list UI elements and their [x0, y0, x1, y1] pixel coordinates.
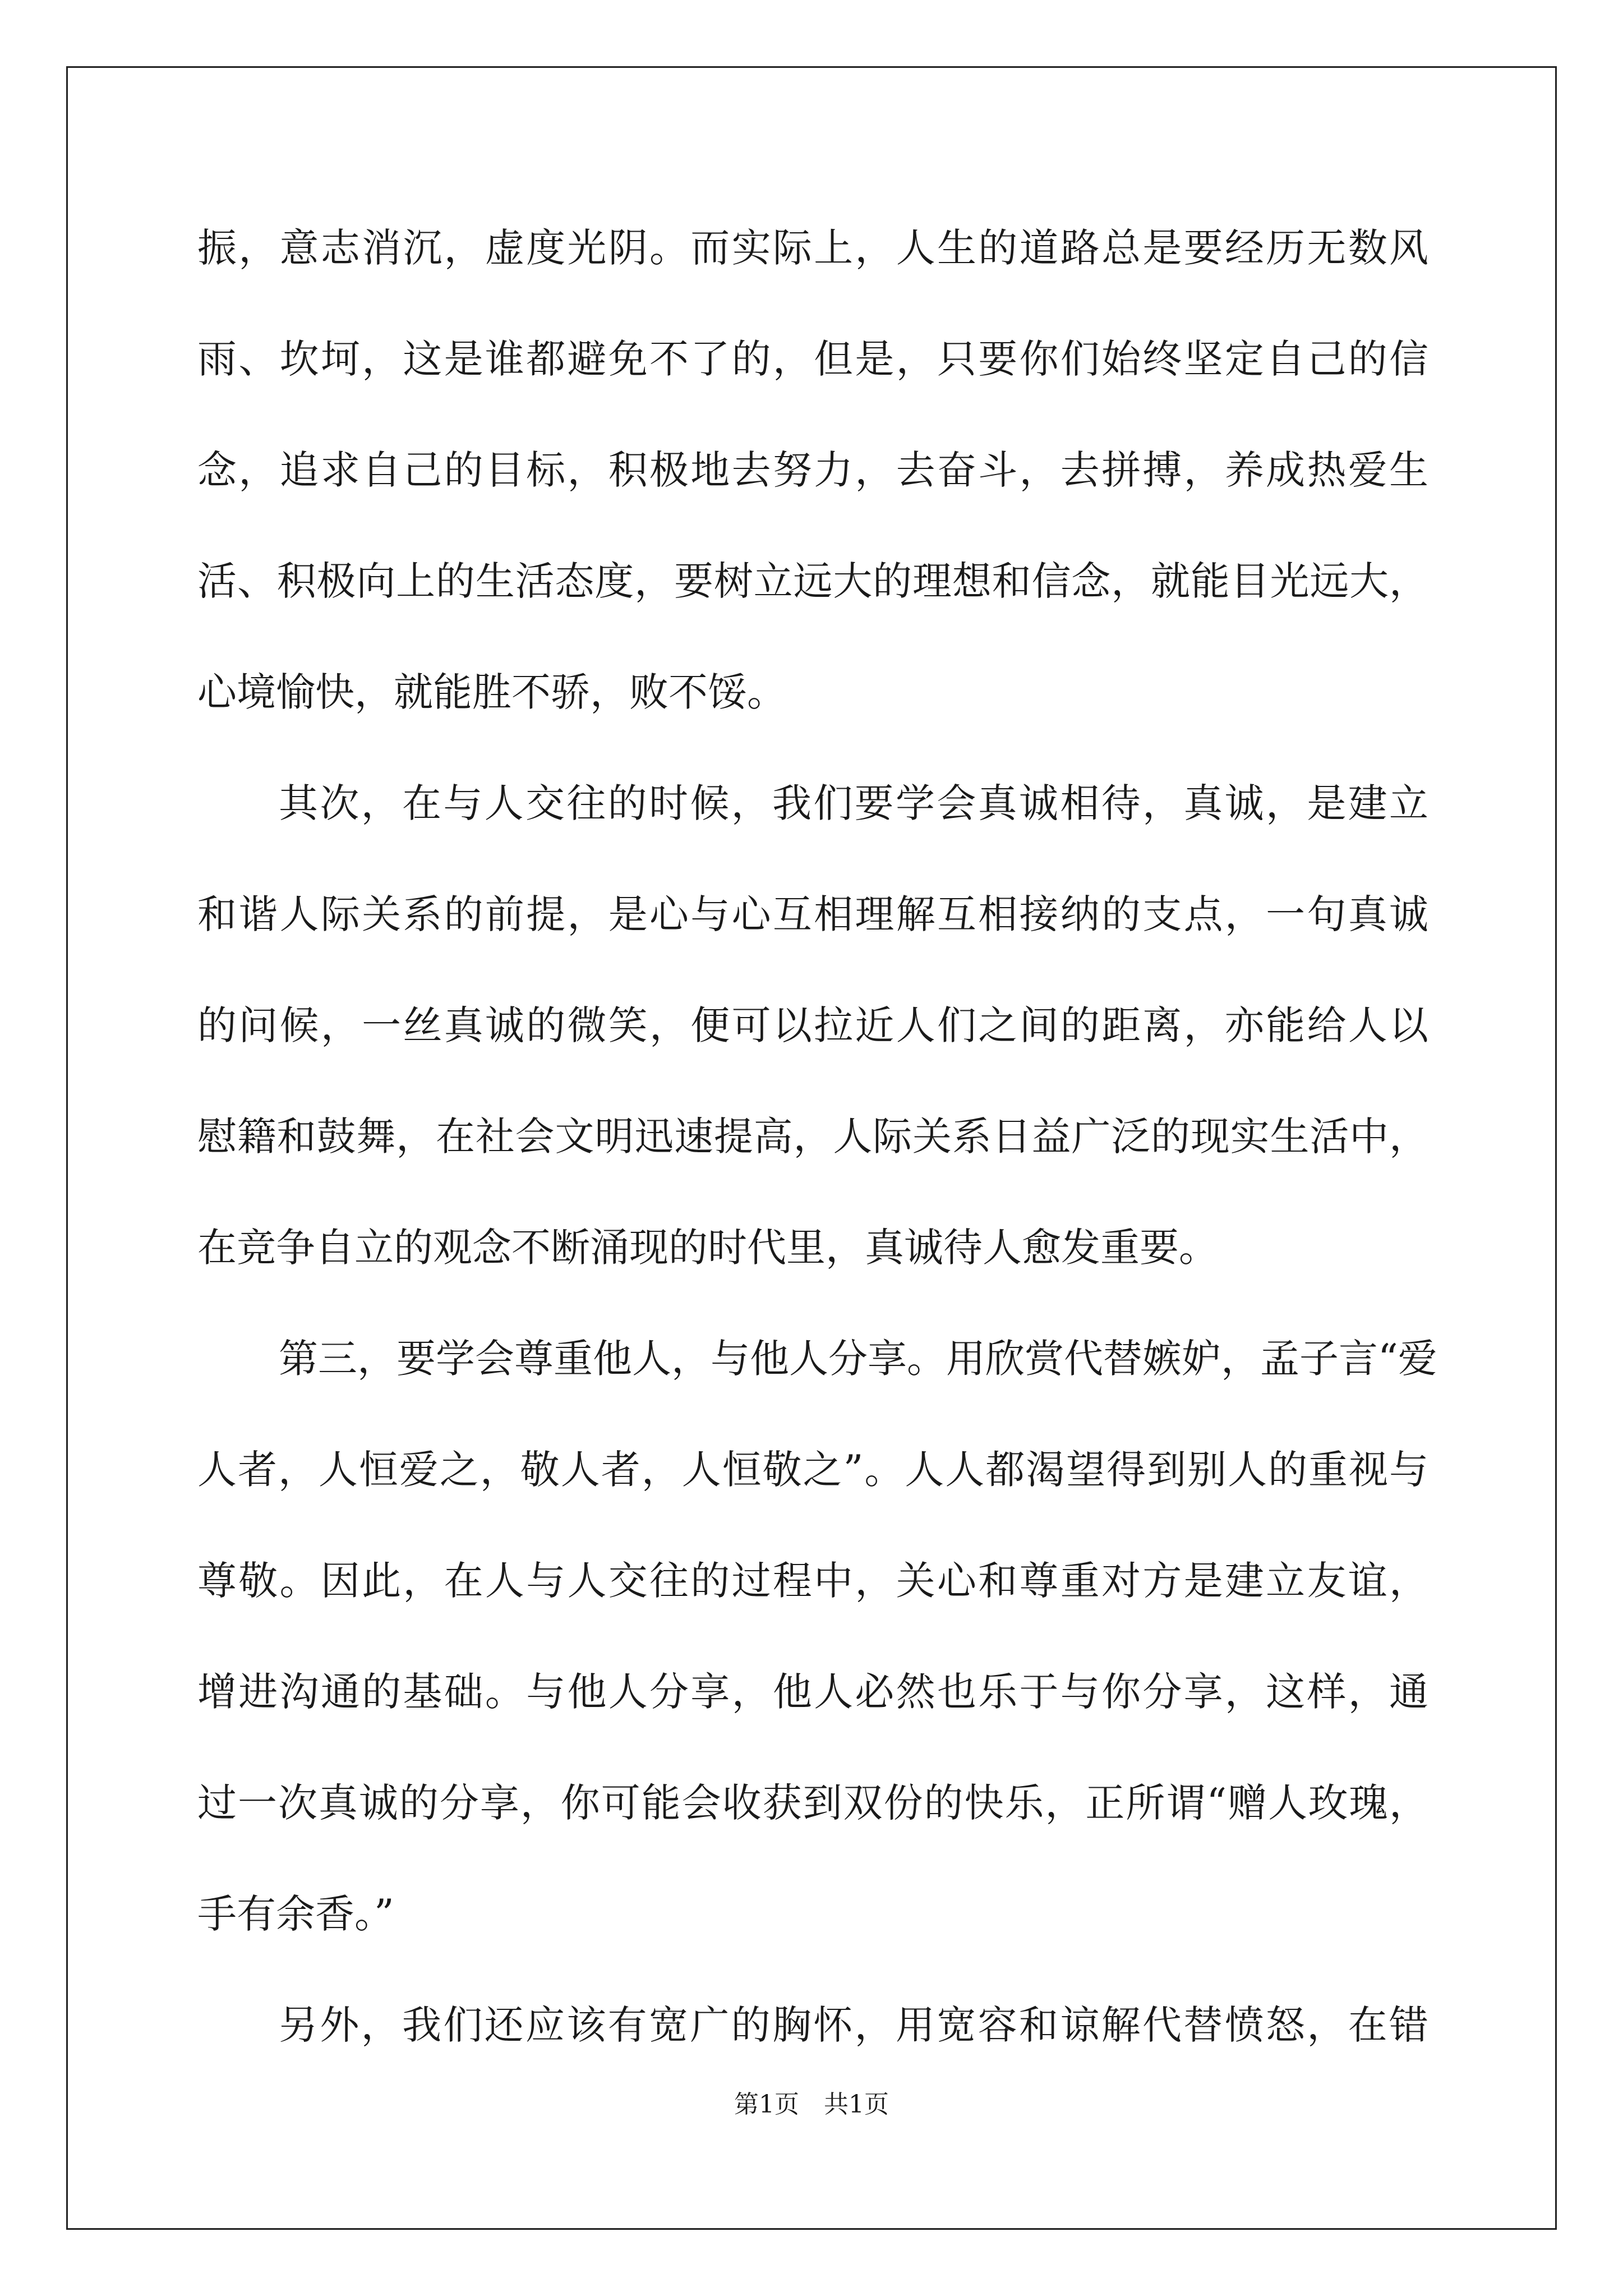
text-line: 在竞争自立的观念不断涌现的时代里，真诚待人愈发重要。 — [197, 1225, 1218, 1271]
paragraph-first-line: 另外，我们还应该有宽广的胸怀，用宽容和谅解代替愤怒，在错 — [279, 2002, 1428, 2048]
text-line: 和谐人际关系的前提，是心与心互相理解互相接纳的支点，一句真诚 — [197, 891, 1428, 937]
paragraph-first-line: 其次，在与人交往的时候，我们要学会真诚相待，真诚，是建立 — [279, 780, 1428, 826]
text-line: 增进沟通的基础。与他人分享，他人必然也乐于与你分享，这样，通 — [197, 1669, 1428, 1715]
text-line: 念，追求自己的目标，积极地去努力，去奋斗，去拼搏，养成热爱生 — [197, 447, 1428, 493]
text-line: 振，意志消沉，虚度光阴。而实际上，人生的道路总是要经历无数风 — [197, 225, 1428, 271]
paragraph-first-line: 第三，要学会尊重他人，与他人分享。用欣赏代替嫉妒，孟子言“爱 — [279, 1336, 1437, 1382]
text-line: 的问候，一丝真诚的微笑，便可以拉近人们之间的距离，亦能给人以 — [197, 1002, 1428, 1048]
text-line: 尊敬。因此，在人与人交往的过程中，关心和尊重对方是建立友谊， — [197, 1558, 1428, 1604]
text-line: 过一次真诚的分享，你可能会收获到双份的快乐，正所谓“赠人玫瑰， — [197, 1780, 1428, 1826]
text-line: 心境愉快，就能胜不骄，败不馁。 — [197, 669, 786, 715]
text-line: 人者，人恒爱之，敬人者，人恒敬之”。人人都渴望得到别人的重视与 — [197, 1447, 1428, 1493]
page-footer: 第1页 共1页 — [734, 2090, 889, 2119]
text-line: 活、积极向上的生活态度，要树立远大的理想和信念，就能目光远大， — [197, 558, 1428, 604]
text-line: 手有余香。” — [197, 1891, 394, 1937]
text-line: 慰籍和鼓舞，在社会文明迅速提高，人际关系日益广泛的现实生活中， — [197, 1114, 1428, 1159]
text-line: 雨、坎坷，这是谁都避免不了的，但是，只要你们始终坚定自己的信 — [197, 336, 1428, 382]
